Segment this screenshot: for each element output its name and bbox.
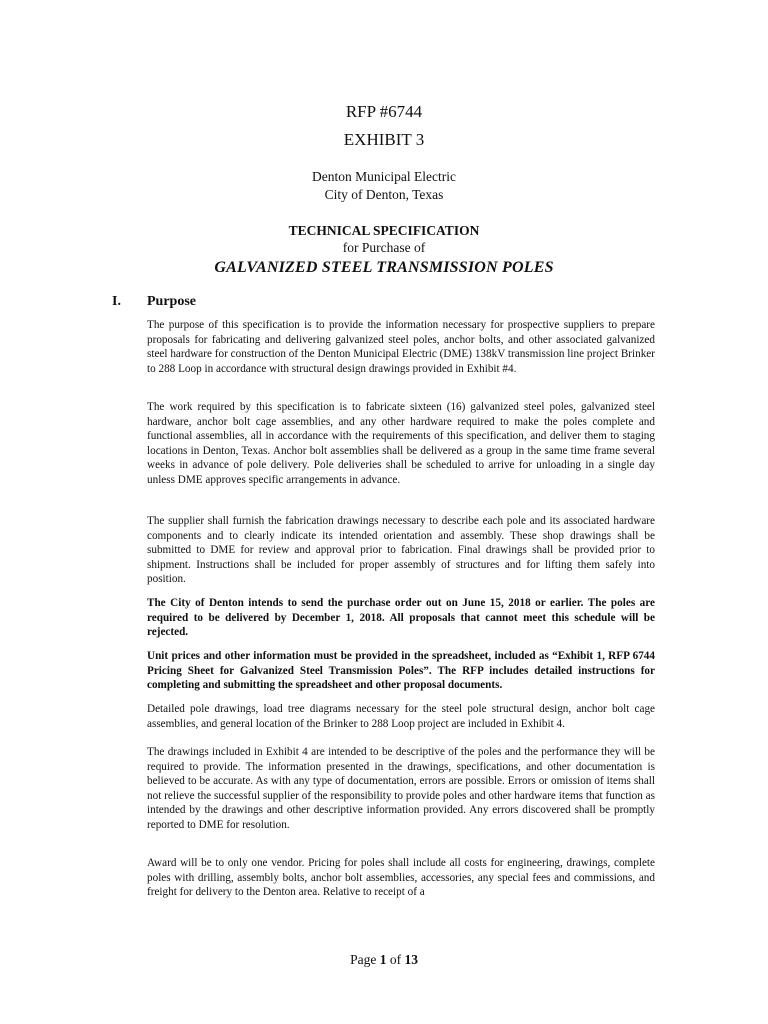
paragraph-drawings-descriptive: The drawings included in Exhibit 4 are intended to be descriptive of the poles and the performance they will be required to provide. The information presented in the drawings, specifications, and other documentation is believed to be accurate. As with any type of documentation, errors are possible. Errors or omission of items shall not relieve the successful supplier of the responsibility to provide poles and other hardware items that function as intended by the drawings and other descriptive information provided. Any errors discovered shall be promptly reported to DME for resolution. <box>147 746 655 831</box>
paragraph-fabrication-drawings: The supplier shall furnish the fabrication drawings necessary to describe each pole and its associated hardware components and to clearly indicate its intended orientation and assembly. These shop drawings shall be submitted to DME for review and approval prior to fabrication. Final drawings shall be provided prior to shipment. Instructions shall be included for proper assembly of structures and for lifting them safely into position. <box>147 515 655 586</box>
organization-location: City of Denton, Texas <box>324 187 444 202</box>
exhibit-title: EXHIBIT 3 <box>343 130 425 149</box>
page-label: Page <box>350 952 377 967</box>
section-number: I. <box>112 294 121 309</box>
organization-name: Denton Municipal Electric <box>312 169 456 184</box>
paragraph-award: Award will be to only one vendor. Pricing for poles shall include all costs for engineering, drawings, complete poles with drilling, assembly bolts, anchor bolt assemblies, accessories, any special fees and commissions, and freight for delivery to the Denton area. Relative to receipt of a <box>147 857 655 899</box>
spec-heading: TECHNICAL SPECIFICATION <box>288 223 480 238</box>
page-of-label: of <box>389 952 402 967</box>
paragraph-detailed-drawings: Detailed pole drawings, load tree diagrams necessary for the steel pole structural design, anchor bolt cage assemblies, and general location of the Brinker to 288 Loop project are included in Exhibit 4. <box>147 703 655 730</box>
section-title: Purpose <box>147 294 196 309</box>
page-footer <box>0 951 768 968</box>
paragraph-purpose: The purpose of this specification is to provide the information necessary for prospective suppliers to prepare proposals for fabricating and delivering galvanized steel poles, anchor bolts, and other associated galvanized steel hardware for construction of the Denton Municipal Electric (DME) 138kV transmission line project Brinker to 288 Loop in accordance with structural design drawings provided in Exhibit #4. <box>147 319 655 375</box>
paragraph-work-required: The work required by this specification is to fabricate sixteen (16) galvanized steel poles, galvanized steel hardware, anchor bolt cage assemblies, and any other hardware required to make the poles complete and functional assemblies, all in accordance with the requirements of this specification, and deliver them to staging locations in Denton, Texas. Anchor bolt assemblies shall be delivered as a group in the same time frame several weeks in advance of pole delivery. Pole deliveries shall be scheduled to arrive for unloading in a single day unless DME approves specific arrangements in advance. <box>147 401 655 486</box>
spec-subheading: for Purchase of <box>342 240 426 255</box>
rfp-number: RFP #6744 <box>345 102 423 121</box>
paragraph-pricing-sheet: Unit prices and other information must be provided in the spreadsheet, included as “Exhibit 1, RFP 6744 Pricing Sheet for Galvanized Steel Transmission Poles”. The RFP includes detailed instructions for completing and submitting the spreadsheet and other proposal documents. <box>147 650 655 692</box>
spec-main-title: GALVANIZED STEEL TRANSMISSION POLES <box>214 259 554 276</box>
page-total: 13 <box>404 952 418 967</box>
page-number: 1 <box>379 952 387 967</box>
paragraph-schedule: The City of Denton intends to send the purchase order out on June 15, 2018 or earlier. The poles are required to be delivered by December 1, 2018. All proposals that cannot meet this schedule will be rejected. <box>147 597 655 639</box>
